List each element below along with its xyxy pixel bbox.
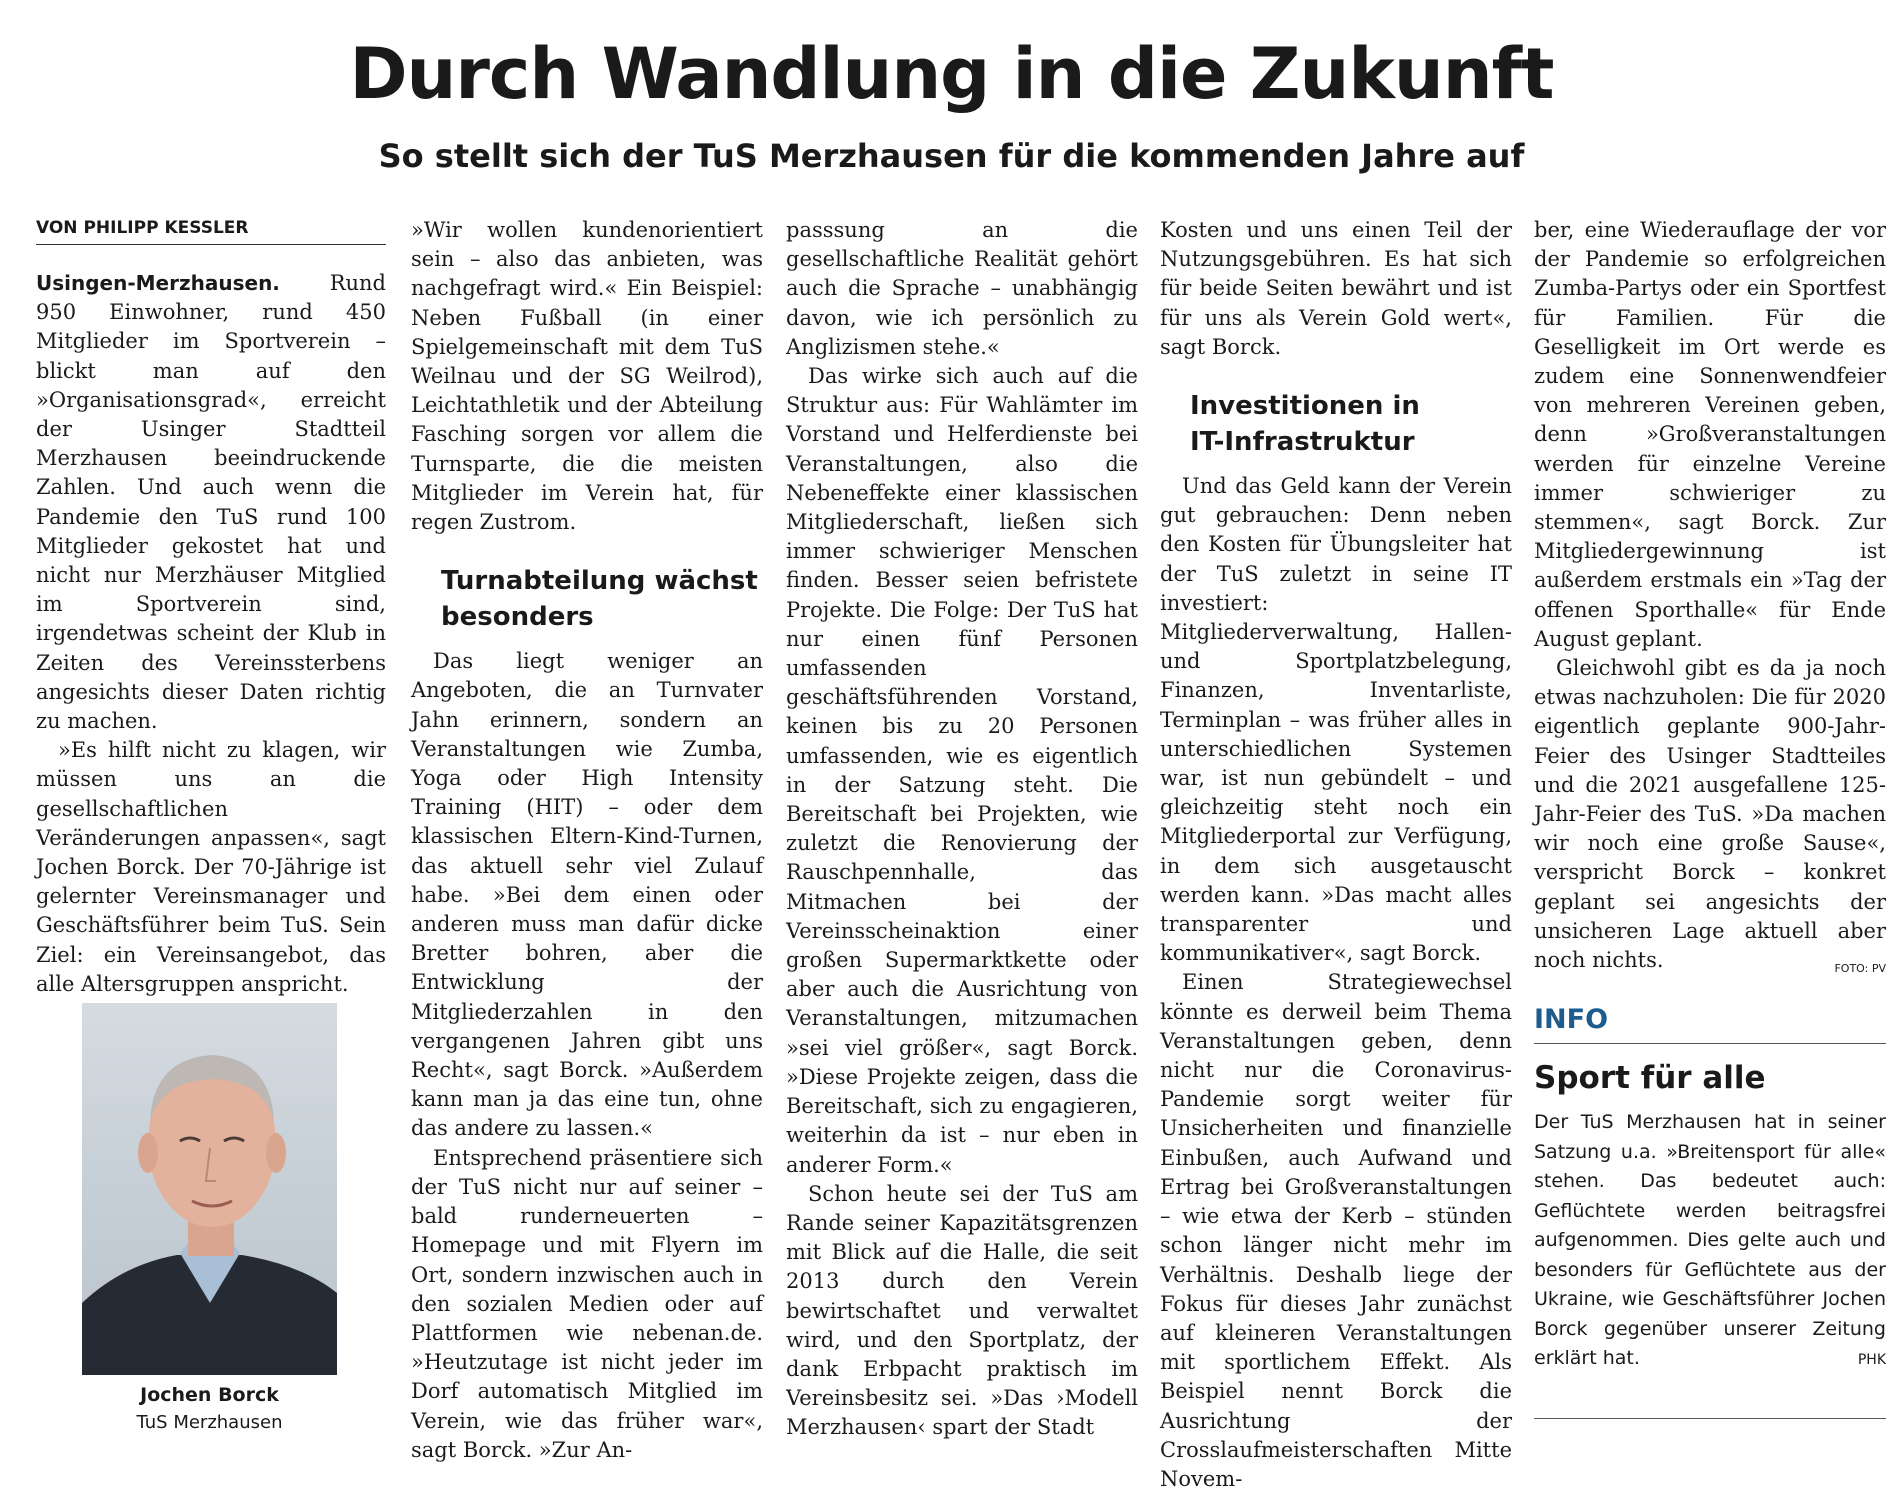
paragraph: [36, 269, 386, 736]
info-source: PHK: [1857, 1352, 1886, 1368]
info-text: Der TuS Merzhausen hat in seiner Satzung u.a. »Breitensport für alle« stehen. Das bedeutet auch: Geflüchtete werden beitragsfrei aufgenommen. Dies gelte auch und besonders für Geflüchtete aus der Ukraine, wie Geschäftsführer Jochen Borck gegenüber unserer Zeitung erklärt hat.: [1534, 1111, 1886, 1369]
divider: [1534, 1418, 1886, 1419]
article-column-1: [36, 216, 386, 999]
section-heading: Investitionen in IT-Infrastruktur: [1190, 391, 1420, 458]
paragraph-text: Rund 950 Einwohner, rund 450 Mitglieder im Sportverein – blickt man auf den »Organisationsgrad«, erreicht der Usinger Stadtteil Merzhausen beeindruckende Zahlen. Und auch wenn die Pandemie den TuS rund 100 Mitglieder gekostet hat und nicht nur Merzhäuser Mitglied im Sportverein sind, irgendetwas scheint der Klub in Zeiten des Vereinssterbens angesichts dieser Daten richtig zu machen.: [36, 271, 386, 734]
byline: VON PHILIPP KESSLER: [36, 216, 386, 245]
paragraph: passsung an die gesellschaftliche Realität gehört auch die Sprache – unabhängig davon, wie ich persönlich zu Anglizismen stehe.«: [786, 218, 1138, 359]
photo-caption-organization: TuS Merzhausen: [136, 1412, 283, 1433]
info-box: [1534, 1004, 1886, 1419]
paragraph: Entsprechend präsentiere sich der TuS nicht nur auf seiner – bald runderneuerten – Homepage und mit Flyern im Ort, sondern inzwischen auch in den sozialen Medien oder auf Plattformen wie nebenan.de. »Heutzutage ist nicht jeder im Dorf automatisch Mitglied im Verein, wie das früher war«, sagt Borck. »Zur An-: [411, 1145, 763, 1462]
info-body: [1534, 1108, 1886, 1374]
paragraph: Kosten und uns einen Teil der Nutzungsgebühren. Es hat sich für beide Seiten bewährt und ist für uns als Verein Gold wert«, sagt Borck.: [1160, 218, 1512, 359]
dateline: Usingen-Merzhausen.: [36, 271, 280, 295]
article-column-2: [411, 216, 763, 1465]
info-title: Sport für alle: [1534, 1060, 1766, 1096]
paragraph: Das wirke sich auch auf die Struktur aus: Für Wahlämter im Vorstand und Helferdienste bei Veranstaltungen, also die Nebeneffekte einer klassischen Mitgliederschaft, ließen sich immer schwieriger Menschen finden. Besser seien befristete Projekte. Die Folge: Der TuS hat nur einen fünf Personen umfassenden geschäftsführenden Vorstand, keinen bis zu 20 Personen umfassenden, wie es eigentlich in der Satzung steht. Die Bereitschaft bei Projekten, wie zuletzt die Renovierung der Rauschpennhalle, das Mitmachen bei der Vereinsscheinaktion einer großen Supermarktkette oder aber auch die Ausrichtung von Veranstaltungen, mitzumachen »sei viel größer«, sagt Borck. »Diese Projekte zeigen, dass die Bereitschaft, sich zu engagieren, weiterhin da ist – nur eben in anderer Form.«: [786, 364, 1138, 1177]
photo-caption-name: Jochen Borck: [140, 1384, 279, 1406]
paragraph: ber, eine Wiederauflage der vor der Pandemie so erfolgreichen Zumba-Partys oder ein Sportfest für Familien. Für die Geselligkeit im Ort werde es zudem eine Sonnenwendfeier von mehreren Vereinen geben, denn »Großveranstaltungen werden für einzelne Vereine immer schwieriger zu stemmen«, sagt Borck. Zur Mitgliedergewinnung ist außerdem erstmals ein »Tag der offenen Sporthalle« für Ende August geplant.: [1534, 218, 1886, 651]
paragraph: Das liegt weniger an Angeboten, die an Turnvater Jahn erinnern, sondern an Veranstaltungen wie Zumba, Yoga oder High Intensity Training (HIT) – oder dem klassischen Eltern-Kind-Turnen, das aktuell sehr viel Zulauf habe. »Bei dem einen oder anderen muss man dafür dicke Bretter bohren, aber die Entwicklung der Mitgliederzahlen in den vergangenen Jahren gibt uns Recht«, sagt Borck. »Außerdem kann man ja das eine tun, ohne das andere zu lassen.«: [411, 649, 763, 1141]
article-column-5: [1534, 216, 1886, 983]
paragraph-text: Gleichwohl gibt es da ja noch etwas nachzuholen: Die für 2020 eigentlich geplante 900-Jahr-Feier des Usinger Stadtteiles und die 2021 ausgefallene 125-Jahr-Feier des TuS. »Da machen wir noch eine große Sause«, verspricht Borck – konkret geplant sei angesichts der unsicheren Lage aktuell aber noch nichts.: [1534, 656, 1886, 973]
article-column-4: [1160, 216, 1512, 1494]
paragraph: »Wir wollen kundenorientiert sein – also das anbieten, was nachgefragt wird.« Ein Beispiel: Neben Fußball (in einer Spielgemeinschaft mit dem TuS Weilnau und der SG Weilrod), Leichtathletik und der Abteilung Fasching sorgen vor allem die Turnsparte, die die meisten Mitglieder im Verein hat, für regen Zustrom.: [411, 218, 763, 535]
section-heading: Turnabteilung wächst besonders: [441, 566, 758, 633]
subheadline: So stellt sich der TuS Merzhausen für die kommenden Jahre auf: [378, 137, 1525, 175]
paragraph: [1534, 654, 1886, 975]
photo-credit: FOTO: PV: [1834, 962, 1886, 976]
paragraph: Einen Strategiewechsel könnte es derweil beim Thema Veranstaltungen geben, denn nicht nur die Coronavirus-Pandemie sorgt weiter für Unsicherheiten und finanzielle Einbußen, auch Aufwand und Ertrag bei Großveranstaltungen – wie etwa der Kerb – stünden schon länger nicht mehr im Verhältnis. Deshalb liege der Fokus für dieses Jahr zunächst auf kleineren Veranstaltungen mit sportlichem Effekt. Als Beispiel nennt Borck die Ausrichtung der Crosslaufmeisterschaften Mitte Novem-: [1160, 970, 1512, 1491]
info-label: INFO: [1534, 1004, 1886, 1044]
article-column-3: [786, 216, 1138, 1443]
portrait-illustration: [82, 1003, 337, 1375]
portrait-photo: [82, 1003, 337, 1375]
paragraph: Und das Geld kann der Verein gut gebrauchen: Denn neben den Kosten für Übungsleiter hat der TuS zuletzt in seine IT investiert: Mitgliederverwaltung, Hallen- und Sportplatzbelegung, Finanzen, Inventarliste, Terminplan – was früher alles in unterschiedlichen Systemen war, ist nun gebündelt – und gleichzeitig steht noch ein Mitgliederportal zur Verfügung, in dem sich ausgetauscht werden kann. »Das macht alles transparenter und kommunikativer«, sagt Borck.: [1160, 474, 1512, 966]
paragraph: »Es hilft nicht zu klagen, wir müssen uns an die gesellschaftlichen Veränderungen anpassen«, sagt Jochen Borck. Der 70-Jährige ist gelernter Vereinsmanager und Geschäftsführer beim TuS. Sein Ziel: ein Vereinsangebot, das alle Altersgruppen anspricht.: [36, 738, 386, 996]
headline: Durch Wandlung in die Zukunft: [349, 33, 1554, 115]
paragraph: Schon heute sei der TuS am Rande seiner Kapazitätsgrenzen mit Blick auf die Halle, die seit 2013 durch den Verein bewirtschaftet und verwaltet wird, und den Sportplatz, der dank Erbpacht praktisch im Vereinsbesitz sei. »Das ›Modell Merzhausen‹ spart der Stadt: [786, 1181, 1138, 1440]
